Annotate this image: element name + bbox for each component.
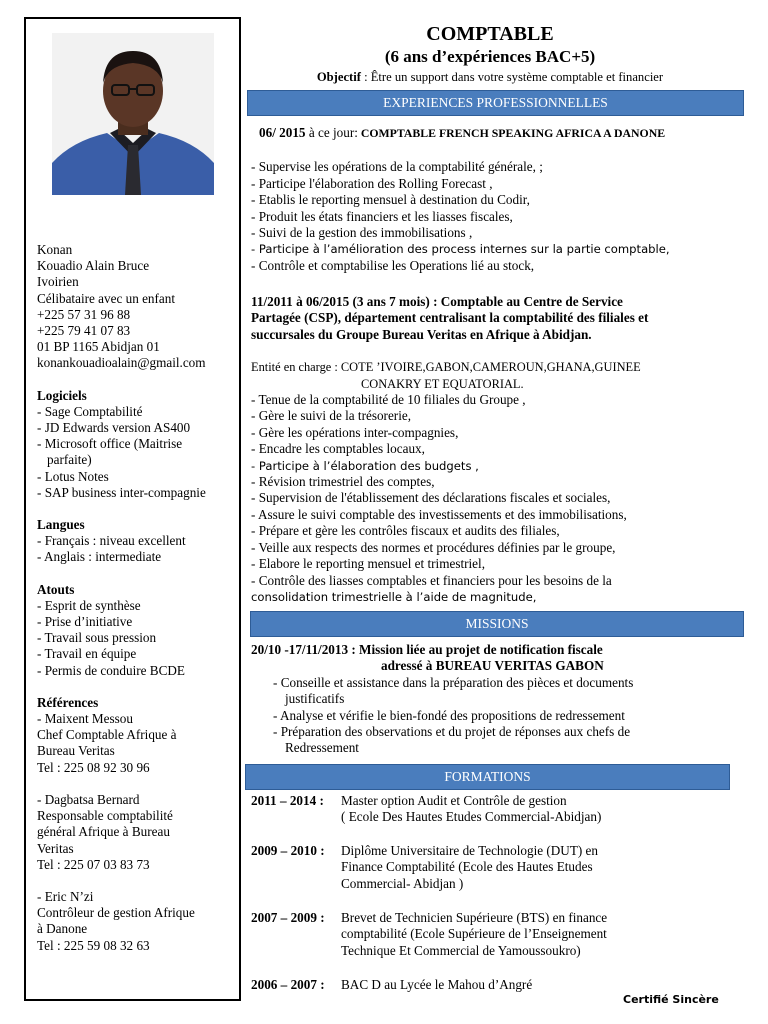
formation-line: Finance Comptabilité (Ecole des Hautes Etudes <box>341 859 593 875</box>
objective-label: Objectif <box>316 70 361 84</box>
experience-1-header <box>251 125 743 141</box>
list-item: - Veille aux respects des normes et procédures définies par le groupe, <box>251 539 616 555</box>
formation-line: BAC D au Lycée le Mahou d’Angré <box>341 977 533 992</box>
atouts-heading: Atouts <box>37 581 75 597</box>
list-item: - Révision trimestriel des comptes, <box>251 474 435 490</box>
langues-heading: Langues <box>37 517 85 533</box>
list-item: - Français : niveau excellent <box>37 533 186 549</box>
experience-1-date-suffix: à ce jour: <box>305 125 358 140</box>
formation-years: 2011 – 2014 : <box>251 793 324 808</box>
formation-2 <box>251 843 743 892</box>
list-item: - Gère le suivi de la trésorerie, <box>251 408 412 424</box>
reference-1 <box>37 711 242 776</box>
phone-2: +225 79 41 07 83 <box>37 323 131 339</box>
list-item: - Participe l'élaboration des Rolling Forecast , <box>251 175 493 191</box>
logiciels-heading: Logiciels <box>37 387 87 403</box>
reference-line: Tel : 225 59 08 32 63 <box>37 937 150 953</box>
reference-line: - Dagbatsa Bernard <box>37 791 140 807</box>
identity-block <box>37 242 242 372</box>
reference-line: - Eric N’zi <box>37 888 94 904</box>
formation-years: 2009 – 2010 : <box>251 843 325 858</box>
reference-line: Contrôleur de gestion Afrique <box>37 905 195 921</box>
list-item: - Participe à l’élaboration des budgets , <box>251 458 479 473</box>
formation-line: Technique Et Commercial de Yamoussoukro) <box>341 942 581 958</box>
list-item: - Lotus Notes <box>37 468 109 484</box>
nationality: Ivoirien <box>37 274 79 290</box>
list-item: justificatifs <box>285 691 345 707</box>
experience-2 <box>251 294 743 605</box>
section-formations: FORMATIONS <box>245 764 730 790</box>
sidebar-panel <box>24 17 241 1001</box>
experience-1-role: COMPTABLE FRENCH SPEAKING AFRICA A DANONE <box>357 126 666 140</box>
formation-1 <box>251 793 743 826</box>
list-item: Redressement <box>285 740 359 756</box>
list-item: consolidation trimestrielle à l’aide de magnitude, <box>251 589 537 604</box>
reference-line: - Maixent Messou <box>37 711 133 727</box>
list-item: - Microsoft office (Maitrise <box>37 436 183 452</box>
formation-years: 2007 – 2009 : <box>251 910 325 925</box>
section-missions: MISSIONS <box>250 611 744 637</box>
list-item: - Suivi de la gestion des immobilisations , <box>251 225 473 241</box>
formation-years: 2006 – 2007 : <box>251 977 325 992</box>
list-item: - Permis de conduire BCDE <box>37 662 185 678</box>
page-title: COMPTABLE <box>426 23 554 45</box>
list-item: - Prépare et gère les contrôles fiscaux et audits des filiales, <box>251 523 560 539</box>
list-item: - Conseille et assistance dans la préparation des pièces et documents <box>273 674 634 690</box>
list-item: - Participe à l’amélioration des process internes sur la partie comptable, <box>251 242 670 257</box>
list-item: - Analyse et vérifie le bien-fondé des propositions de redressement <box>273 707 625 723</box>
list-item: - Tenue de la comptabilité de 10 filiales du Groupe , <box>251 392 526 408</box>
list-item: - Assure le suivi comptable des investissements et des immobilisations, <box>251 506 627 522</box>
full-name: Kouadio Alain Bruce <box>37 258 150 274</box>
email-address: konankouadioalain@gmail.com <box>37 355 206 371</box>
marital-status: Célibataire avec un enfant <box>37 290 176 306</box>
reference-line: Tel : 225 07 03 83 73 <box>37 856 150 872</box>
list-item: - Contrôle et comptabilise les Operations lié au stock, <box>251 257 535 273</box>
list-item: - Préparation des observations et du projet de réponses aux chefs de <box>273 724 631 740</box>
list-item: - Encadre les comptables locaux, <box>251 441 425 457</box>
list-item: - JD Edwards version AS400 <box>37 420 191 436</box>
reference-line: Responsable comptabilité <box>37 808 173 824</box>
sidebar-content <box>37 242 242 954</box>
objective-text: : Être un support dans votre système comptable et financier <box>360 70 664 84</box>
list-item: - Travail sous pression <box>37 630 157 646</box>
formation-4 <box>251 977 743 993</box>
experience-1 <box>251 125 743 274</box>
list-item: - SAP business inter-compagnie <box>37 484 206 500</box>
list-item: - Gère les opérations inter-compagnies, <box>251 424 459 440</box>
formation-line: Master option Audit et Contrôle de gestion <box>341 793 567 808</box>
first-name: Konan <box>37 242 73 257</box>
entity-line: CONAKRY ET EQUATORIAL. <box>361 376 524 391</box>
reference-line: général Afrique à Bureau <box>37 824 170 840</box>
experience-2-title: 11/2011 à 06/2015 (3 ans 7 mois) : Comptable au Centre de Service <box>251 294 623 309</box>
mission-title: 20/10 -17/11/2013 : Mission liée au projet de notification fiscale <box>251 642 603 657</box>
reference-line: à Danone <box>37 921 88 937</box>
reference-line: Bureau Veritas <box>37 743 115 759</box>
reference-line: Tel : 225 08 92 30 96 <box>37 759 150 775</box>
list-item: - Sage Comptabilité <box>37 403 143 419</box>
experience-2-title: succursales du Groupe Bureau Veritas en Afrique à Abidjan. <box>251 326 592 342</box>
list-item: parfaite) <box>47 452 92 468</box>
page-subtitle: (6 ans d’expériences BAC+5) <box>384 47 596 66</box>
entity-line: Entité en charge : COTE ’IVOIRE,GABON,CAMEROUN,GHANA,GUINEE <box>251 360 641 375</box>
profile-photo <box>52 33 214 195</box>
mission-block <box>251 642 743 757</box>
objective-line <box>245 70 735 85</box>
reference-line: Chef Comptable Afrique à <box>37 727 177 743</box>
reference-3 <box>37 889 242 954</box>
experience-1-date: 06/ 2015 <box>259 125 306 140</box>
list-item: - Elabore le reporting mensuel et trimestriel, <box>251 556 485 572</box>
list-item: - Travail en équipe <box>37 646 137 662</box>
references-heading: Références <box>37 694 99 710</box>
phone-1: +225 57 31 96 88 <box>37 306 131 322</box>
experience-2-title: Partagée (CSP), département centralisant la comptabilité des filiales et <box>251 310 649 326</box>
list-item: - Prise d’initiative <box>37 614 133 630</box>
list-item: - Anglais : intermediate <box>37 549 162 565</box>
formation-line: Commercial- Abidjan ) <box>341 875 464 891</box>
formation-line: Brevet de Technicien Supérieure (BTS) en finance <box>341 910 608 925</box>
list-item: - Contrôle des liasses comptables et financiers pour les besoins de la <box>251 572 612 588</box>
formation-line: comptabilité (Ecole Supérieure de l’Enseignement <box>341 926 607 942</box>
signature-note: Certifié Sincère <box>623 993 719 1006</box>
mission-title: adressé à BUREAU VERITAS GABON <box>381 658 604 674</box>
formation-line: Diplôme Universitaire de Technologie (DUT) en <box>341 843 599 858</box>
list-item: - Supervise les opérations de la comptabilité générale, ; <box>251 159 543 175</box>
list-item: - Esprit de synthèse <box>37 597 141 613</box>
postal-address: 01 BP 1165 Abidjan 01 <box>37 339 160 355</box>
formation-line: ( Ecole Des Hautes Etudes Commercial-Abidjan) <box>341 809 602 825</box>
portrait-image <box>52 33 214 195</box>
reference-line: Veritas <box>37 840 74 856</box>
list-item: - Etablis le reporting mensuel à destination du Codir, <box>251 192 530 208</box>
formation-3 <box>251 910 743 959</box>
reference-2 <box>37 792 242 873</box>
section-experiences: EXPERIENCES PROFESSIONNELLES <box>247 90 744 116</box>
list-item: - Supervision de l'établissement des déclarations fiscales et sociales, <box>251 490 611 506</box>
list-item: - Produit les états financiers et les liasses fiscales, <box>251 208 513 224</box>
